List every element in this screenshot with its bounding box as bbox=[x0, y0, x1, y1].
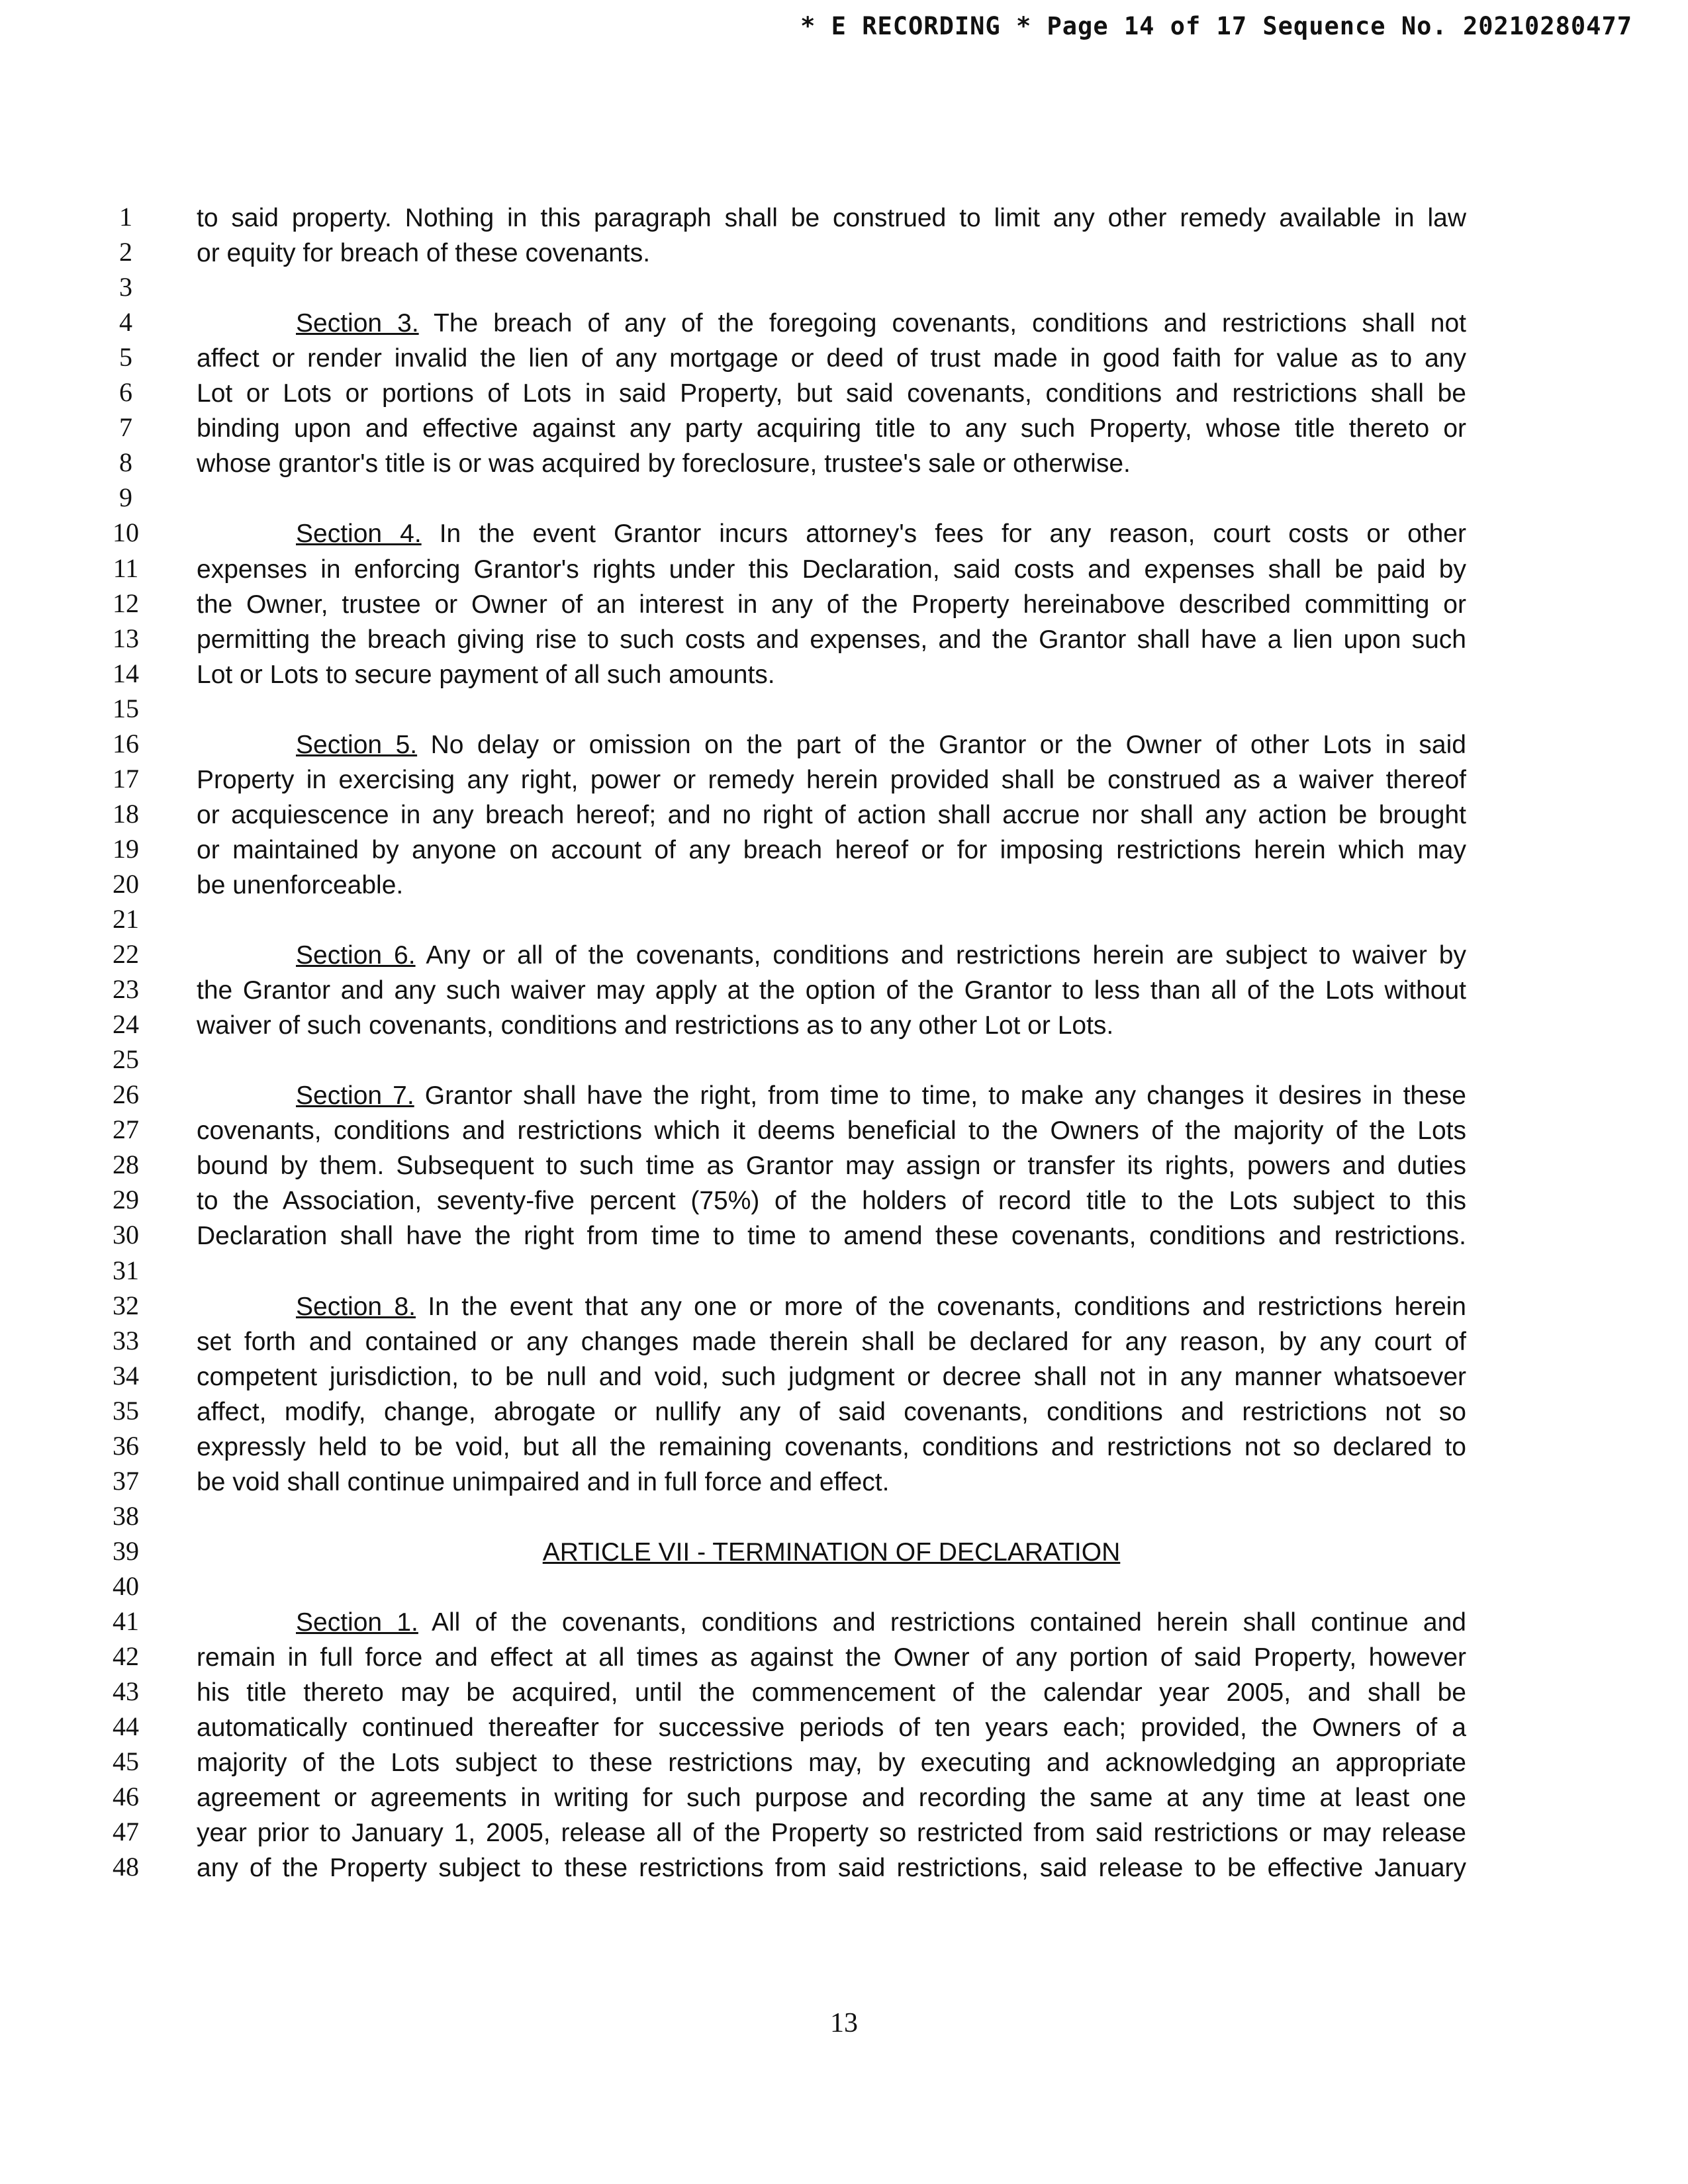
line-body-text: to said property. Nothing in this paragraph shall be construed to limit any other remedy available in law bbox=[197, 204, 1466, 232]
line-number: 36 bbox=[113, 1430, 139, 1461]
line-body-text: Grantor shall have the right, from time to time, to make any changes it desires in these bbox=[414, 1081, 1466, 1111]
section-heading: Section 5. bbox=[296, 730, 418, 759]
line-text bbox=[197, 1324, 1466, 1361]
document-line bbox=[0, 797, 1688, 834]
line-text bbox=[197, 1148, 1466, 1185]
document-line bbox=[0, 657, 1688, 694]
line-body-text: be unenforceable. bbox=[197, 870, 404, 899]
line-text bbox=[197, 235, 1466, 272]
line-number: 42 bbox=[113, 1641, 139, 1672]
document-line bbox=[0, 1253, 1688, 1291]
document-line bbox=[0, 1464, 1688, 1501]
line-number: 14 bbox=[113, 658, 139, 688]
section-first-line bbox=[296, 1289, 1466, 1326]
line-number: 39 bbox=[113, 1535, 139, 1566]
line-body-text: or acquiescence in any breach hereof; and no right of action shall accrue nor shall any action be brought bbox=[197, 800, 1466, 829]
document-line bbox=[0, 1569, 1688, 1606]
line-number: 44 bbox=[113, 1711, 139, 1742]
section-first-line bbox=[296, 937, 1466, 974]
line-text bbox=[197, 1394, 1466, 1431]
line-body-text: be void shall continue unimpaired and in full force and effect. bbox=[197, 1467, 890, 1496]
document-line bbox=[0, 1324, 1688, 1361]
line-number: 33 bbox=[113, 1325, 139, 1355]
line-body-text: Declaration shall have the right from time to time to amend these covenants, conditions and restrictions. bbox=[197, 1222, 1466, 1251]
document-line bbox=[0, 972, 1688, 1009]
line-number: 23 bbox=[113, 974, 139, 1005]
line-text bbox=[197, 1815, 1466, 1852]
line-number: 19 bbox=[113, 833, 139, 864]
line-body-text: No delay or omission on the part of the Grantor or the Owner of other Lots in said bbox=[417, 730, 1466, 759]
line-text bbox=[197, 972, 1466, 1009]
section-heading: Section 4. bbox=[296, 520, 422, 549]
section-heading: Section 8. bbox=[296, 1292, 416, 1321]
document-line bbox=[0, 1359, 1688, 1396]
line-number: 5 bbox=[119, 342, 132, 373]
line-number: 6 bbox=[119, 377, 132, 408]
line-number: 7 bbox=[119, 412, 132, 443]
line-number: 27 bbox=[113, 1115, 139, 1145]
line-text bbox=[197, 1745, 1466, 1782]
document-line bbox=[0, 1780, 1688, 1817]
document-line bbox=[0, 551, 1688, 588]
line-text bbox=[197, 1113, 1466, 1150]
line-body-text: the Owner, trustee or Owner of an interest in any of the Property hereinabove described committing or bbox=[197, 590, 1466, 619]
line-body-text: Any or all of the covenants, conditions and restrictions herein are subject to waiver by bbox=[415, 941, 1466, 970]
section-first-line bbox=[296, 305, 1466, 342]
document-line bbox=[0, 727, 1688, 764]
line-number: 11 bbox=[113, 553, 139, 583]
line-text bbox=[197, 200, 1466, 237]
document-line bbox=[0, 832, 1688, 869]
document-line bbox=[0, 1604, 1688, 1641]
line-number: 32 bbox=[113, 1290, 139, 1320]
line-number: 24 bbox=[113, 1009, 139, 1040]
line-text bbox=[197, 586, 1466, 623]
line-number: 25 bbox=[113, 1044, 139, 1075]
section-heading: Section 7. bbox=[296, 1081, 414, 1111]
line-text bbox=[197, 867, 1466, 904]
line-body-text: majority of the Lots subject to these restrictions may, by executing and acknowledging an appropriate bbox=[197, 1749, 1466, 1778]
document-line bbox=[0, 516, 1688, 553]
line-text bbox=[197, 1639, 1466, 1676]
line-number: 2 bbox=[119, 237, 132, 267]
document-line bbox=[0, 1183, 1688, 1220]
section-first-line bbox=[296, 516, 1466, 553]
document-line bbox=[0, 692, 1688, 729]
line-number: 29 bbox=[113, 1185, 139, 1215]
line-text bbox=[197, 1359, 1466, 1396]
document-line bbox=[0, 1042, 1688, 1079]
document-line bbox=[0, 1850, 1688, 1887]
line-text bbox=[197, 410, 1466, 447]
document-line bbox=[0, 445, 1688, 482]
line-body-text: whose grantor's title is or was acquired by foreclosure, trustee's sale or otherwise. bbox=[197, 449, 1131, 478]
document-line bbox=[0, 410, 1688, 447]
document-line bbox=[0, 1815, 1688, 1852]
line-number: 21 bbox=[113, 904, 139, 934]
line-text bbox=[197, 1780, 1466, 1817]
document-line bbox=[0, 1674, 1688, 1711]
line-body-text: In the event Grantor incurs attorney's fees for any reason, court costs or other bbox=[421, 520, 1466, 549]
line-number: 31 bbox=[113, 1255, 139, 1285]
document-line bbox=[0, 1289, 1688, 1326]
section-first-line bbox=[296, 1077, 1466, 1115]
document-line bbox=[0, 200, 1688, 237]
document-line bbox=[0, 1007, 1688, 1044]
document-line bbox=[0, 235, 1688, 272]
document-line bbox=[0, 1077, 1688, 1115]
line-body-text: agreement or agreements in writing for such purpose and recording the same at any time at least one bbox=[197, 1784, 1466, 1813]
document-line bbox=[0, 1534, 1688, 1571]
document-line bbox=[0, 1639, 1688, 1676]
line-body-text: automatically continued thereafter for successive periods of ten years each; provided, the Owners of a bbox=[197, 1713, 1466, 1743]
line-number: 43 bbox=[113, 1676, 139, 1707]
line-text bbox=[197, 551, 1466, 588]
line-text bbox=[197, 797, 1466, 834]
document-line bbox=[0, 1499, 1688, 1536]
line-number: 12 bbox=[113, 588, 139, 618]
line-body-text: waiver of such covenants, conditions and restrictions as to any other Lot or Lots. bbox=[197, 1011, 1114, 1040]
document-line bbox=[0, 762, 1688, 799]
document-line bbox=[0, 867, 1688, 904]
document-line bbox=[0, 375, 1688, 412]
line-number: 41 bbox=[113, 1606, 139, 1636]
line-body-text: or maintained by anyone on account of any breach hereof or for imposing restrictions herein which may bbox=[197, 835, 1466, 864]
document-line bbox=[0, 1745, 1688, 1782]
line-body-text: affect, modify, change, abrogate or nullify any of said covenants, conditions and restrictions not so bbox=[197, 1397, 1466, 1426]
document-line bbox=[0, 937, 1688, 974]
document-line bbox=[0, 1148, 1688, 1185]
line-body-text: Lot or Lots or portions of Lots in said Property, but said covenants, conditions and restrictions shall be bbox=[197, 379, 1466, 408]
line-number: 30 bbox=[113, 1220, 139, 1250]
line-number: 40 bbox=[113, 1570, 139, 1601]
line-text bbox=[197, 1709, 1466, 1747]
line-body-text: bound by them. Subsequent to such time as Grantor may assign or transfer its rights, powers and duties bbox=[197, 1152, 1466, 1181]
line-body-text: In the event that any one or more of the covenants, conditions and restrictions herein bbox=[415, 1292, 1466, 1321]
line-text bbox=[197, 340, 1466, 377]
section-first-line bbox=[296, 727, 1466, 764]
document-line bbox=[0, 340, 1688, 377]
line-number: 34 bbox=[113, 1360, 139, 1390]
line-text bbox=[197, 1007, 1466, 1044]
line-number: 9 bbox=[119, 482, 132, 513]
line-number: 4 bbox=[119, 307, 132, 338]
document-line bbox=[0, 586, 1688, 623]
document-line bbox=[0, 1709, 1688, 1747]
line-body-text: the Grantor and any such waiver may apply at the option of the Grantor to less than all of the Lots without bbox=[197, 976, 1466, 1005]
line-number: 46 bbox=[113, 1782, 139, 1812]
line-body-text: remain in full force and effect at all times as against the Owner of any portion of said Property, however bbox=[197, 1643, 1466, 1672]
line-text bbox=[197, 657, 1466, 694]
line-number: 13 bbox=[113, 623, 139, 653]
line-number: 38 bbox=[113, 1500, 139, 1531]
document-line bbox=[0, 305, 1688, 342]
line-text bbox=[197, 375, 1466, 412]
line-number: 8 bbox=[119, 447, 132, 478]
document-line bbox=[0, 1113, 1688, 1150]
article-title: ARTICLE VII - TERMINATION OF DECLARATION bbox=[542, 1537, 1121, 1567]
line-body-text: All of the covenants, conditions and restrictions contained herein shall continue and bbox=[418, 1608, 1466, 1637]
line-body-text: permitting the breach giving rise to such costs and expenses, and the Grantor shall have a lien upon such bbox=[197, 625, 1466, 654]
line-body-text: year prior to January 1, 2005, release all of the Property so restricted from said restrictions or may release bbox=[197, 1819, 1466, 1848]
document-line bbox=[0, 270, 1688, 307]
line-body-text: expenses in enforcing Grantor's rights under this Declaration, said costs and expenses shall be paid by bbox=[197, 555, 1466, 584]
line-text bbox=[197, 1429, 1466, 1466]
section-heading: Section 6. bbox=[296, 941, 416, 970]
line-number: 47 bbox=[113, 1817, 139, 1847]
line-body-text: The breach of any of the foregoing covenants, conditions and restrictions shall not bbox=[418, 309, 1466, 338]
line-text bbox=[197, 1464, 1466, 1501]
line-body-text: his title thereto may be acquired, until the commencement of the calendar year 2005, and shall be bbox=[197, 1678, 1466, 1707]
line-body-text: expressly held to be void, but all the remaining covenants, conditions and restrictions not so declared to bbox=[197, 1432, 1466, 1461]
section-heading: Section 3. bbox=[296, 309, 419, 338]
article-heading bbox=[197, 1534, 1466, 1571]
line-body-text: to the Association, seventy-five percent (75%) of the holders of record title to the Lots subject to this bbox=[197, 1187, 1466, 1216]
document-line bbox=[0, 480, 1688, 518]
line-text bbox=[197, 832, 1466, 869]
section-heading: Section 1. bbox=[296, 1608, 418, 1637]
line-number: 35 bbox=[113, 1395, 139, 1426]
line-number: 3 bbox=[119, 272, 132, 302]
line-body-text: competent jurisdiction, to be null and void, such judgment or decree shall not in any manner whatsoever bbox=[197, 1362, 1466, 1391]
line-text bbox=[197, 621, 1466, 659]
line-number: 18 bbox=[113, 798, 139, 829]
line-text bbox=[197, 1218, 1466, 1255]
line-number: 20 bbox=[113, 868, 139, 899]
document-line bbox=[0, 621, 1688, 659]
line-text bbox=[197, 1850, 1466, 1887]
line-text bbox=[197, 1183, 1466, 1220]
line-body-text: set forth and contained or any changes made therein shall be declared for any reason, by any court of bbox=[197, 1327, 1466, 1356]
line-text bbox=[197, 762, 1466, 799]
line-number: 26 bbox=[113, 1079, 139, 1110]
document-line bbox=[0, 902, 1688, 939]
line-body-text: binding upon and effective against any party acquiring title to any such Property, whose title thereto or bbox=[197, 414, 1466, 443]
line-body-text: any of the Property subject to these restrictions from said restrictions, said release to be effective January bbox=[197, 1854, 1466, 1883]
line-number: 37 bbox=[113, 1465, 139, 1496]
line-number: 45 bbox=[113, 1747, 139, 1777]
line-number: 15 bbox=[113, 693, 139, 723]
line-body-text: Lot or Lots to secure payment of all such amounts. bbox=[197, 660, 775, 689]
line-body-text: Property in exercising any right, power or remedy herein provided shall be construed as a waiver thereof bbox=[197, 765, 1466, 794]
line-body-text: covenants, conditions and restrictions which it deems beneficial to the Owners of the majority of the Lots bbox=[197, 1116, 1466, 1146]
line-number: 10 bbox=[113, 518, 139, 548]
line-text bbox=[197, 1674, 1466, 1711]
line-number: 22 bbox=[113, 939, 139, 970]
section-first-line bbox=[296, 1604, 1466, 1641]
line-number: 28 bbox=[113, 1150, 139, 1180]
document-line bbox=[0, 1429, 1688, 1466]
line-body-text: affect or render invalid the lien of any mortgage or deed of trust made in good faith for value as to any bbox=[197, 344, 1466, 373]
line-number: 17 bbox=[113, 763, 139, 794]
line-body-text: or equity for breach of these covenants. bbox=[197, 239, 651, 268]
page-number: 13 bbox=[830, 2008, 858, 2038]
line-number: 16 bbox=[113, 728, 139, 758]
line-text bbox=[197, 445, 1466, 482]
line-number: 48 bbox=[113, 1852, 139, 1882]
recording-stamp: * E RECORDING * Page 14 of 17 Sequence No. 20210280477 bbox=[800, 12, 1632, 40]
document-line bbox=[0, 1394, 1688, 1431]
line-number: 1 bbox=[119, 202, 132, 232]
document-line bbox=[0, 1218, 1688, 1255]
